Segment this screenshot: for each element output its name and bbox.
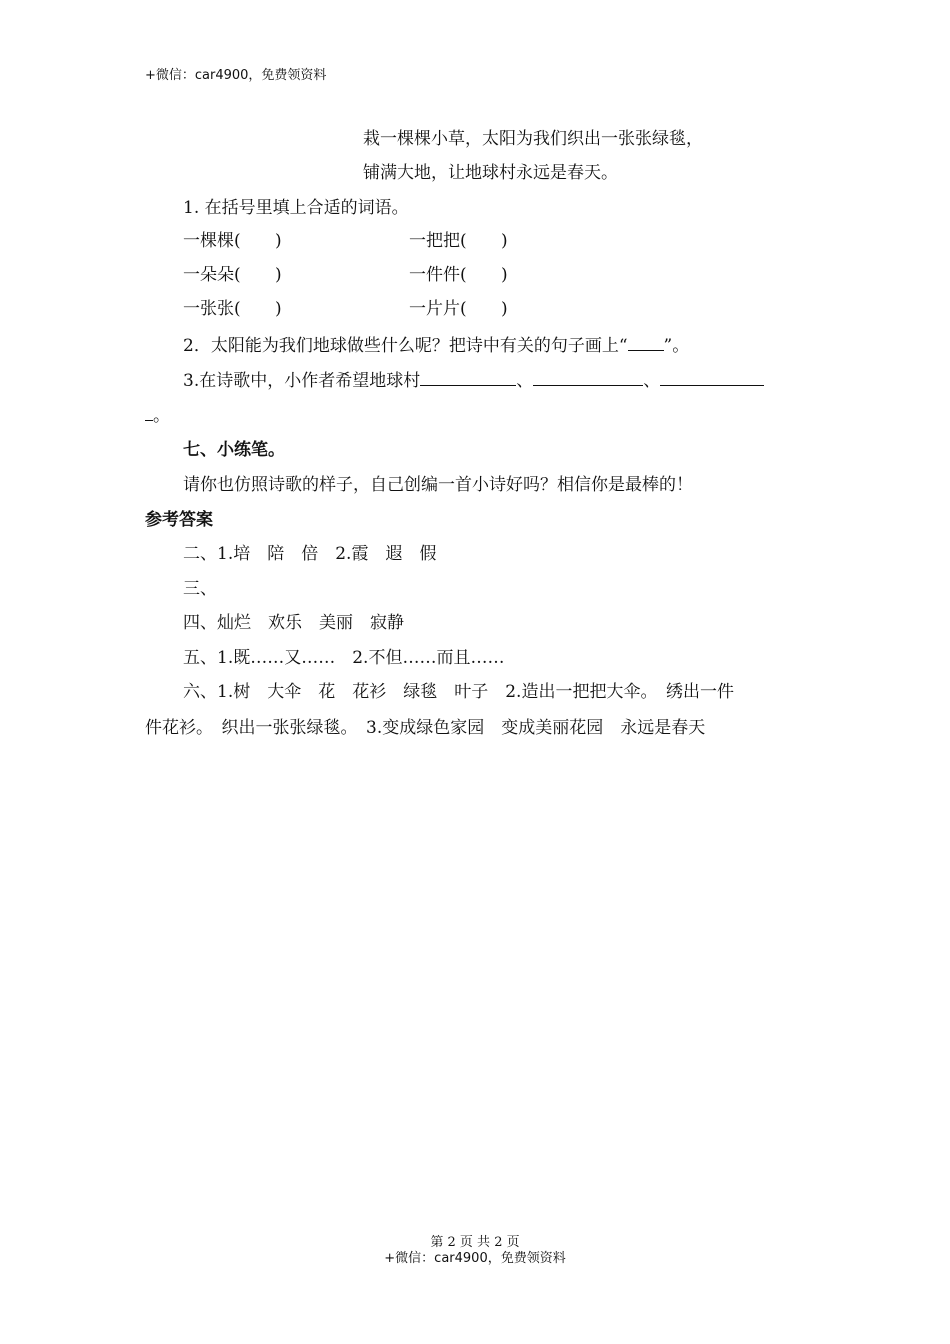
question-3-continuation [145, 404, 170, 427]
fill-row-left-close: ) [275, 299, 282, 319]
fill-row-3 [183, 298, 559, 320]
answer-blank-2[interactable] [533, 369, 643, 386]
answer-key-title: 参考答案 [145, 510, 213, 530]
fill-row-left: 一棵棵( [183, 231, 241, 251]
question-2-end: ”。 [663, 336, 690, 356]
question-1: 1. 在括号里填上合适的词语。 [183, 198, 409, 218]
fill-row-left: 一张张( [183, 299, 241, 319]
poem-line-2: 铺满大地，让地球村永远是春天。 [363, 163, 618, 183]
question-3 [183, 369, 764, 392]
answer-6-line-2: 件花衫。 织出一张张绿毯。 3.变成绿色家园 变成美丽花园 永远是春天 [145, 718, 706, 738]
answer-blank-3[interactable] [660, 369, 764, 386]
fill-row-left-close: ) [275, 265, 282, 285]
poem-line-1: 栽一棵棵小草，太阳为我们织出一张张绿毯， [363, 129, 703, 149]
fill-row-right: 一件件( [409, 265, 467, 285]
answer-5: 五、1.既……又…… 2.不但……而且…… [183, 648, 505, 668]
fill-row-left-close: ) [275, 231, 282, 251]
question-2 [183, 334, 689, 357]
page-number: 第 2 页 共 2 页 [430, 1235, 520, 1250]
fill-row-right-close: ) [501, 299, 508, 319]
question-3-end: 。 [153, 406, 170, 426]
answer-blank-1[interactable] [420, 369, 516, 386]
fill-row-right-close: ) [501, 265, 508, 285]
blank-separator: 、 [643, 371, 661, 391]
answer-blank[interactable] [628, 334, 664, 351]
answer-2: 二、1.培 陪 倍 2.霞 遐 假 [183, 544, 437, 564]
answer-4: 四、灿烂 欢乐 美丽 寂静 [183, 613, 404, 633]
fill-row-left: 一朵朵( [183, 265, 241, 285]
fill-row-right-close: ) [501, 231, 508, 251]
fill-row-2 [183, 264, 559, 286]
fill-row-right: 一片片( [409, 299, 467, 319]
section-7-prompt: 请你也仿照诗歌的样子，自己创编一首小诗好吗？相信你是最棒的！ [183, 475, 693, 495]
section-7-title: 七、小练笔。 [183, 440, 285, 460]
footer-wechat-note: +微信：car4900，免费领资料 [384, 1251, 566, 1266]
blank-separator: 、 [516, 371, 534, 391]
answer-6-line-1: 六、1.树 大伞 花 花衫 绿毯 叶子 2.造出一把把大伞。 绣出一件 [183, 682, 734, 702]
answer-blank-3-tail[interactable] [145, 404, 153, 421]
fill-row-right: 一把把( [409, 231, 467, 251]
fill-row-1 [183, 230, 559, 252]
question-3-text: 3.在诗歌中，小作者希望地球村 [183, 371, 421, 391]
question-2-text: 2．太阳能为我们地球做些什么呢？把诗中有关的句子画上“ [183, 336, 628, 356]
answer-3: 三、 [183, 579, 217, 599]
header-wechat-note: +微信：car4900，免费领资料 [145, 68, 327, 83]
